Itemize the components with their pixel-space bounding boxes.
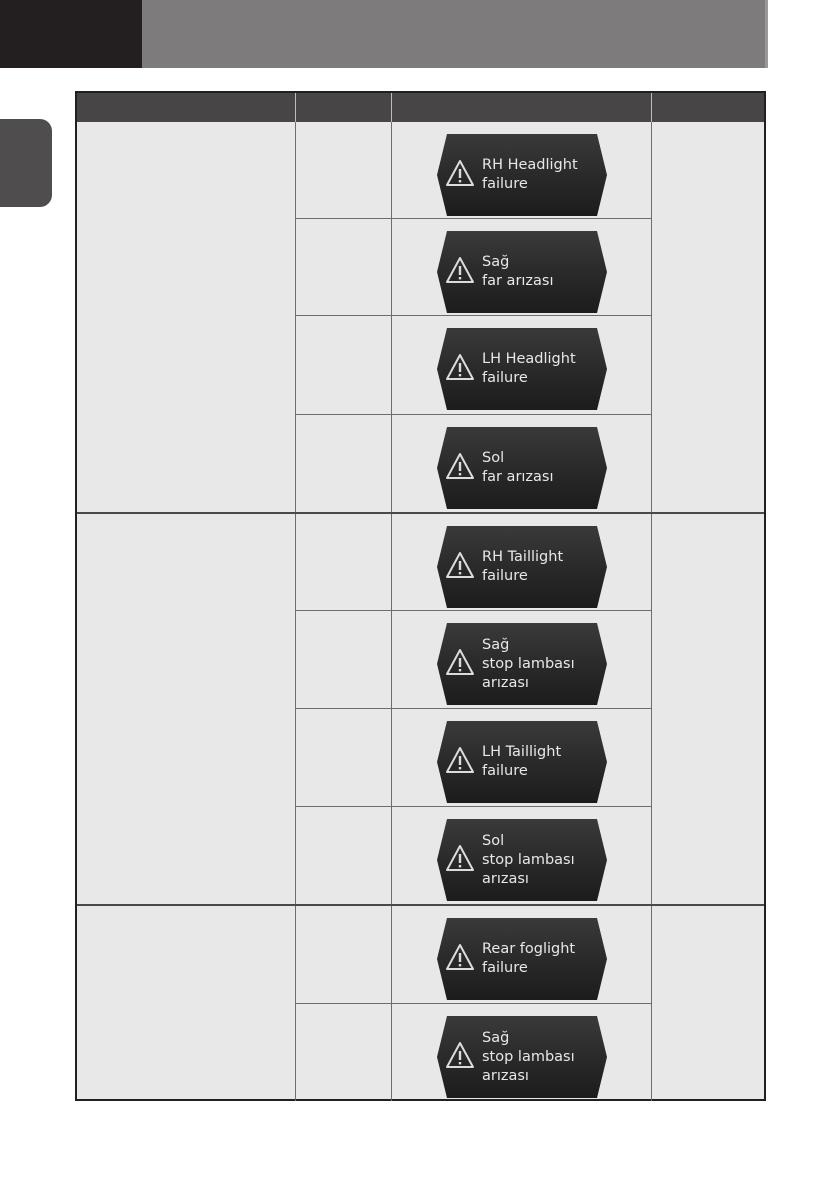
cluster-warning-message xyxy=(437,134,607,216)
message-text xyxy=(482,623,602,705)
warning-triangle-icon xyxy=(445,550,475,580)
cluster-warning-message xyxy=(437,427,607,509)
cluster-warning-message xyxy=(437,918,607,1000)
chapter-side-tab xyxy=(0,119,52,207)
message-text xyxy=(482,231,602,313)
message-cell xyxy=(392,611,651,708)
header-gray-bar xyxy=(142,0,765,68)
message-cell xyxy=(392,316,651,414)
message-line: LH Headlight xyxy=(482,351,576,367)
message-text xyxy=(482,918,602,1000)
message-line: stop lambası xyxy=(482,851,575,868)
warning-triangle-icon xyxy=(445,352,475,382)
message-text xyxy=(482,721,602,803)
column-divider xyxy=(295,122,296,1101)
header-separator xyxy=(295,93,296,122)
message-line: LH Taillight xyxy=(482,744,562,760)
warning-triangle-icon xyxy=(445,255,475,285)
message-line: failure xyxy=(482,370,528,386)
warning-triangle-icon xyxy=(445,942,475,972)
cluster-warning-message xyxy=(437,819,607,901)
header-separator xyxy=(651,93,652,122)
message-line: arızası xyxy=(482,870,529,887)
message-line: arızası xyxy=(482,674,529,691)
column-divider xyxy=(651,122,652,1101)
message-cell xyxy=(392,1004,651,1101)
header-separator xyxy=(391,93,392,122)
message-text xyxy=(482,526,602,608)
message-cell xyxy=(392,709,651,806)
message-line: Sağ xyxy=(482,1029,510,1046)
message-text xyxy=(482,134,602,216)
message-line: Rear foglight xyxy=(482,941,576,957)
header-dark-block xyxy=(0,0,142,68)
cluster-warning-message xyxy=(437,328,607,410)
cluster-warning-message xyxy=(437,1016,607,1098)
message-line: Sol xyxy=(482,450,505,466)
message-cell xyxy=(392,807,651,904)
message-line: failure xyxy=(482,960,528,976)
warning-triangle-icon xyxy=(445,745,475,775)
warning-triangle-icon xyxy=(445,647,475,677)
message-line: failure xyxy=(482,763,528,779)
table-header-row xyxy=(77,93,764,122)
warning-triangle-icon xyxy=(445,158,475,188)
cluster-warning-message xyxy=(437,721,607,803)
message-line: stop lambası xyxy=(482,655,575,672)
message-line: failure xyxy=(482,568,528,584)
message-text xyxy=(482,328,602,410)
cluster-warning-message xyxy=(437,231,607,313)
warning-message-table xyxy=(75,91,766,1101)
message-line: Sağ xyxy=(482,636,510,653)
header-edge-line xyxy=(765,0,768,68)
warning-triangle-icon xyxy=(445,451,475,481)
message-line: Sol xyxy=(482,832,505,849)
message-line: failure xyxy=(482,176,528,192)
message-line: far arızası xyxy=(482,273,554,289)
message-line: RH Taillight xyxy=(482,549,564,565)
message-cell xyxy=(392,514,651,610)
message-line: far arızası xyxy=(482,469,554,485)
message-text xyxy=(482,427,602,509)
message-cell xyxy=(392,122,651,218)
warning-triangle-icon xyxy=(445,1040,475,1070)
cluster-warning-message xyxy=(437,526,607,608)
message-cell xyxy=(392,906,651,1003)
message-line: stop lambası xyxy=(482,1048,575,1065)
cluster-warning-message xyxy=(437,623,607,705)
message-text xyxy=(482,1016,602,1098)
warning-triangle-icon xyxy=(445,843,475,873)
message-text xyxy=(482,819,602,901)
message-line: arızası xyxy=(482,1067,529,1084)
message-line: RH Headlight xyxy=(482,157,578,173)
message-line: Sağ xyxy=(482,254,510,270)
message-cell xyxy=(392,415,651,512)
message-cell xyxy=(392,219,651,315)
